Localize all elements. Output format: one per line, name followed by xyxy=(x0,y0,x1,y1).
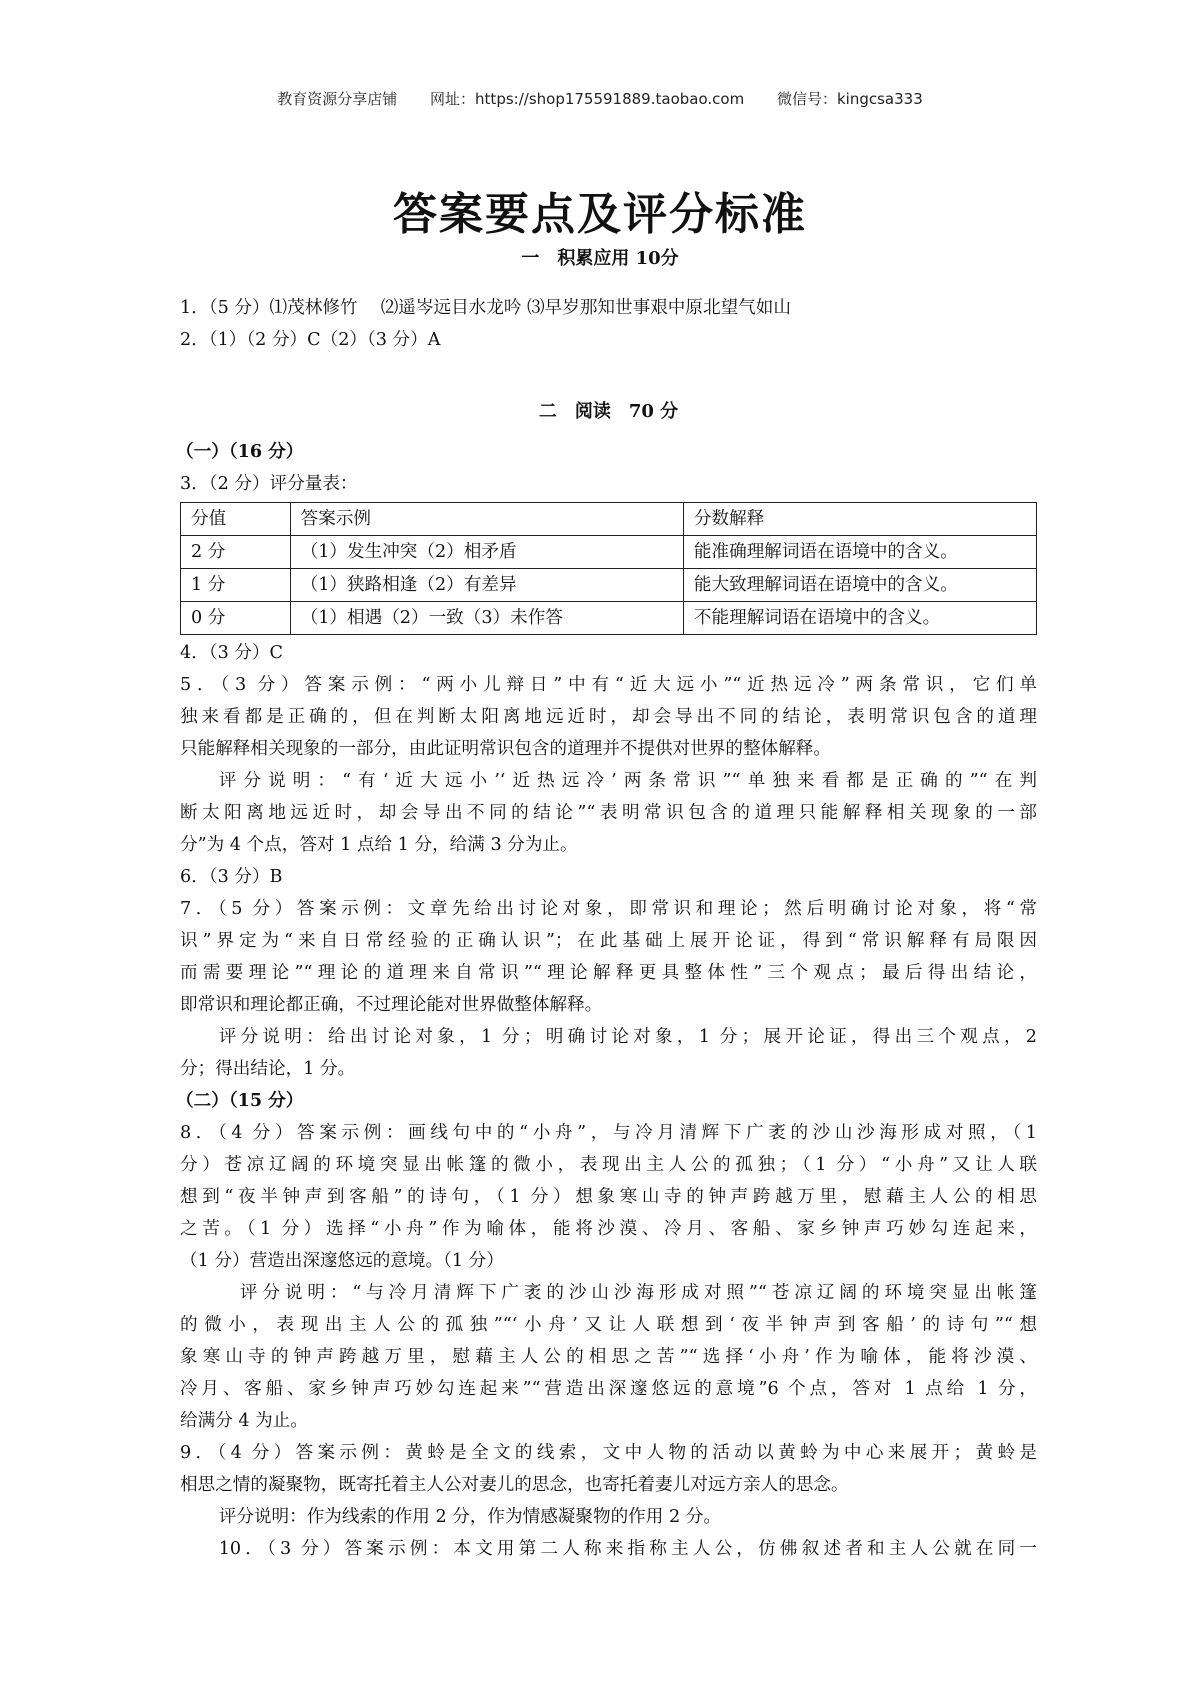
answer-q10: 10．（3 分）答案示例：本文用第二人称来指称主人公，仿佛叙述者和主人公就在同一 xyxy=(218,1539,1037,1559)
answer-q8-line: （1 分）营造出深邃悠远的意境。（1 分） xyxy=(180,1251,504,1271)
section-heading-1: 一 积累应用 10分 xyxy=(521,248,679,269)
table-cell: （1）发生冲突（2）相矛盾 xyxy=(290,536,683,569)
wechat-id: 微信号：kingcsa333 xyxy=(776,90,923,108)
table-cell: 0 分 xyxy=(181,602,291,635)
table-header-row xyxy=(181,503,1037,536)
answer-q9-line: 相思之情的凝聚物，既寄托着主人公对妻儿的思念，也寄托着妻儿对远方亲人的思念。 xyxy=(180,1475,849,1495)
scoring-table xyxy=(180,502,1037,635)
answer-q8-line: 想到“夜半钟声到客船”的诗句，（1 分）想象寒山寺的钟声跨越万里，慰藉主人公的相思 xyxy=(180,1187,1037,1207)
document-title: 答案要点及评分标准 xyxy=(393,189,807,240)
answer-q4: 4．（3 分）C xyxy=(180,643,284,663)
q8-scoring-note: 冷月、客船、家乡钟声巧妙勾连起来”“营造出深邃悠远的意境”6 个点，答对 1 点给 1 分， xyxy=(180,1379,1037,1399)
q9-scoring-note: 评分说明：作为线索的作用 2 分，作为情感凝聚物的作用 2 分。 xyxy=(218,1507,721,1527)
answer-q2: 2．（1）（2 分）C（2）（3 分）A xyxy=(180,330,441,350)
table-cell: 1 分 xyxy=(181,569,291,602)
answer-q9-line: 9．（4 分）答案示例：黄蛉是全文的线索，文中人物的活动以黄蛉为中心来展开；黄蛉是 xyxy=(180,1443,1037,1463)
table-row xyxy=(181,602,1037,635)
q8-scoring-note: 给满分 4 为止。 xyxy=(180,1411,308,1431)
table-cell: 2 分 xyxy=(181,536,291,569)
table-header-cell: 答案示例 xyxy=(290,503,683,536)
answer-q8-line: 8．（4 分）答案示例：画线句中的“小舟”，与冷月清辉下广袤的沙山沙海形成对照，（1 xyxy=(180,1123,1037,1143)
part-heading-1: （一）（16 分） xyxy=(176,441,304,462)
table-cell: 能大致理解词语在语境中的含义。 xyxy=(683,569,1036,602)
answer-q7-line: 即常识和理论都正确，不过理论能对世界做整体解释。 xyxy=(180,995,603,1015)
shop-url[interactable]: 网址：https://shop175591889.taobao.com xyxy=(430,90,745,108)
q8-scoring-note: 评分说明：“与冷月清辉下广袤的沙山沙海形成对照”“苍凉辽阔的环境突显出帐篷 xyxy=(239,1283,1037,1303)
answer-q6: 6．（3 分）B xyxy=(180,867,283,887)
table-header-cell: 分值 xyxy=(181,503,291,536)
q5-scoring-note: 断太阳离地远近时，却会导出不同的结论”“表明常识包含的道理只能解释相关现象的一部 xyxy=(180,803,1037,823)
page-header xyxy=(0,88,1200,109)
q5-scoring-note: 分”为 4 个点，答对 1 点给 1 分，给满 3 分为止。 xyxy=(180,835,578,855)
table-cell: （1）狭路相逢（2）有差异 xyxy=(290,569,683,602)
part-heading-2: （二）（15 分） xyxy=(176,1090,304,1111)
section-heading-2: 二 阅读 70 分 xyxy=(538,401,679,422)
document-body xyxy=(176,292,1037,1565)
answer-q7-line: 7．（5 分）答案示例：文章先给出讨论对象，即常识和理论；然后明确讨论对象，将“常 xyxy=(180,899,1037,919)
q8-scoring-note: 的微小，表现出主人公的孤独”“‘小舟’又让人联想到‘夜半钟声到客船’的诗句”“想 xyxy=(180,1315,1037,1335)
q7-scoring-note: 评分说明：给出讨论对象，1 分；明确讨论对象，1 分；展开论证，得出三个观点，2 xyxy=(218,1027,1037,1047)
table-cell: 能准确理解词语在语境中的含义。 xyxy=(683,536,1036,569)
q7-scoring-note: 分；得出结论，1 分。 xyxy=(180,1059,356,1079)
answer-q8-line: 分）苍凉辽阔的环境突显出帐篷的微小，表现出主人公的孤独；（1 分）“小舟”又让人联 xyxy=(180,1155,1037,1175)
answer-q7-line: 而需要理论”“理论的道理来自常识”“理论解释更具整体性”三个观点；最后得出结论， xyxy=(180,963,1037,983)
table-header-cell: 分数解释 xyxy=(683,503,1036,536)
table-row xyxy=(181,536,1037,569)
table-cell: （1）相遇（2）一致（3）未作答 xyxy=(290,602,683,635)
table-row xyxy=(181,569,1037,602)
shop-name: 教育资源分享店铺 xyxy=(277,90,398,108)
answer-q5-line: 独来看都是正确的，但在判断太阳离地远近时，却会导出不同的结论，表明常识包含的道理 xyxy=(180,707,1037,727)
table-cell: 不能理解词语在语境中的含义。 xyxy=(683,602,1036,635)
answer-q8-line: 之苦。（1 分）选择“小舟”作为喻体，能将沙漠、冷月、客船、家乡钟声巧妙勾连起来， xyxy=(180,1219,1037,1239)
answer-q5-line: 5．（3 分）答案示例：“两小儿辩日”中有“近大远小”“近热远冷”两条常识，它们单 xyxy=(180,675,1037,695)
answer-q1: 1．（5 分）⑴茂林修竹 ⑵遥岑远目水龙吟 ⑶早岁那知世事艰中原北望气如山 xyxy=(180,298,791,318)
q8-scoring-note: 象寒山寺的钟声跨越万里，慰藉主人公的相思之苦”“选择‘小舟’作为喻体，能将沙漠、 xyxy=(180,1347,1037,1367)
q5-scoring-note: 评分说明：“有‘近大远小’‘近热远冷’两条常识”“单独来看都是正确的”“在判 xyxy=(218,771,1037,791)
answer-q3: 3．（2 分）评分量表： xyxy=(180,474,358,494)
answer-q5-line: 只能解释相关现象的一部分，由此证明常识包含的道理并不提供对世界的整体解释。 xyxy=(180,739,831,759)
answer-q7-line: 识”界定为“来自日常经验的正确认识”；在此基础上展开论证，得到“常识解释有局限因 xyxy=(180,931,1037,951)
